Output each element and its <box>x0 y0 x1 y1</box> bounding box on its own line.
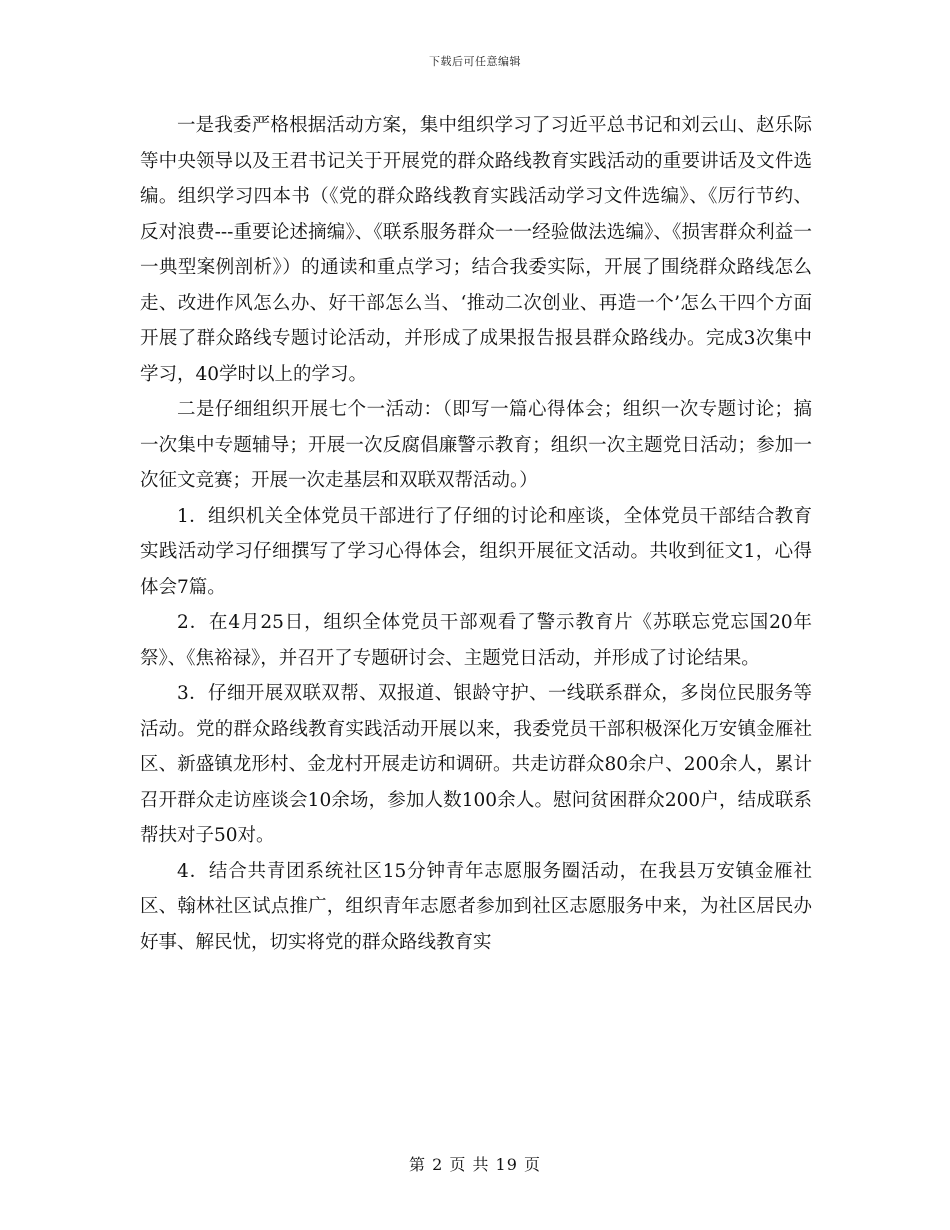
page-number-footer: 第 2 页 共 19 页 <box>409 1155 541 1174</box>
body-paragraph: 二是仔细组织开展七个一活动：（即写一篇心得体会；组织一次专题讨论；搞一次集中专题辅导；开展一次反腐倡廉警示教育；组织一次主题党日活动；参加一次征文竞赛；开展一次走基层和双联双帮活动。） <box>140 399 812 491</box>
body-paragraph: 3．仔细开展双联双帮、双报道、银龄守护、一线联系群众，多岗位民服务等活动。党的群众路线教育实践活动开展以来，我委党员干部积极深化万安镇金雁社区、新盛镇龙形村、金龙村开展走访和调研。共走访群众80余户、200余人，累计召开群众走访座谈会10余场，参加人数100余人。慰问贫困群众200户，结成联系帮扶对子50对。 <box>140 683 812 846</box>
body-paragraph: 4．结合共青团系统社区15分钟青年志愿服务圈活动，在我县万安镇金雁社区、翰林社区试点推广，组织青年志愿者参加到社区志愿服务中来，为社区居民办好事、解民忧，切实将党的群众路线教育实 <box>140 860 812 953</box>
body-paragraph: 1．组织机关全体党员干部进行了仔细的讨论和座谈，全体党员干部结合教育实践活动学习仔细撰写了学习心得体会，组织开展征文活动。共收到征文1，心得体会7篇。 <box>140 505 812 598</box>
body-paragraph: 2．在4月25日，组织全体党员干部观看了警示教育片《苏联忘党忘国20年祭》、《焦裕禄》，并召开了专题研讨会、主题党日活动，并形成了讨论结果。 <box>140 612 812 669</box>
document-body <box>140 108 812 960</box>
body-paragraph: 一是我委严格根据活动方案，集中组织学习了习近平总书记和刘云山、赵乐际等中央领导以及王君书记关于开展党的群众路线教育实践活动的重要讲话及文件选编。组织学习四本书（《党的群众路线教育实践活动学习文件选编》、《厉行节约、反对浪费---重要论述摘编》、《联系服务群众一一经验做法选编》、《损害群众利益一一典型案例剖析》）的通读和重点学习；结合我委实际，开展了围绕群众路线怎么走、改进作风怎么办、好干部怎么当、‘推动二次创业、再造一个’怎么干四个方面开展了群众路线专题讨论活动，并形成了成果报告报县群众路线办。完成3次集中学习，40学时以上的学习。 <box>140 115 812 385</box>
page-header-note: 下载后可任意编辑 <box>429 55 521 68</box>
